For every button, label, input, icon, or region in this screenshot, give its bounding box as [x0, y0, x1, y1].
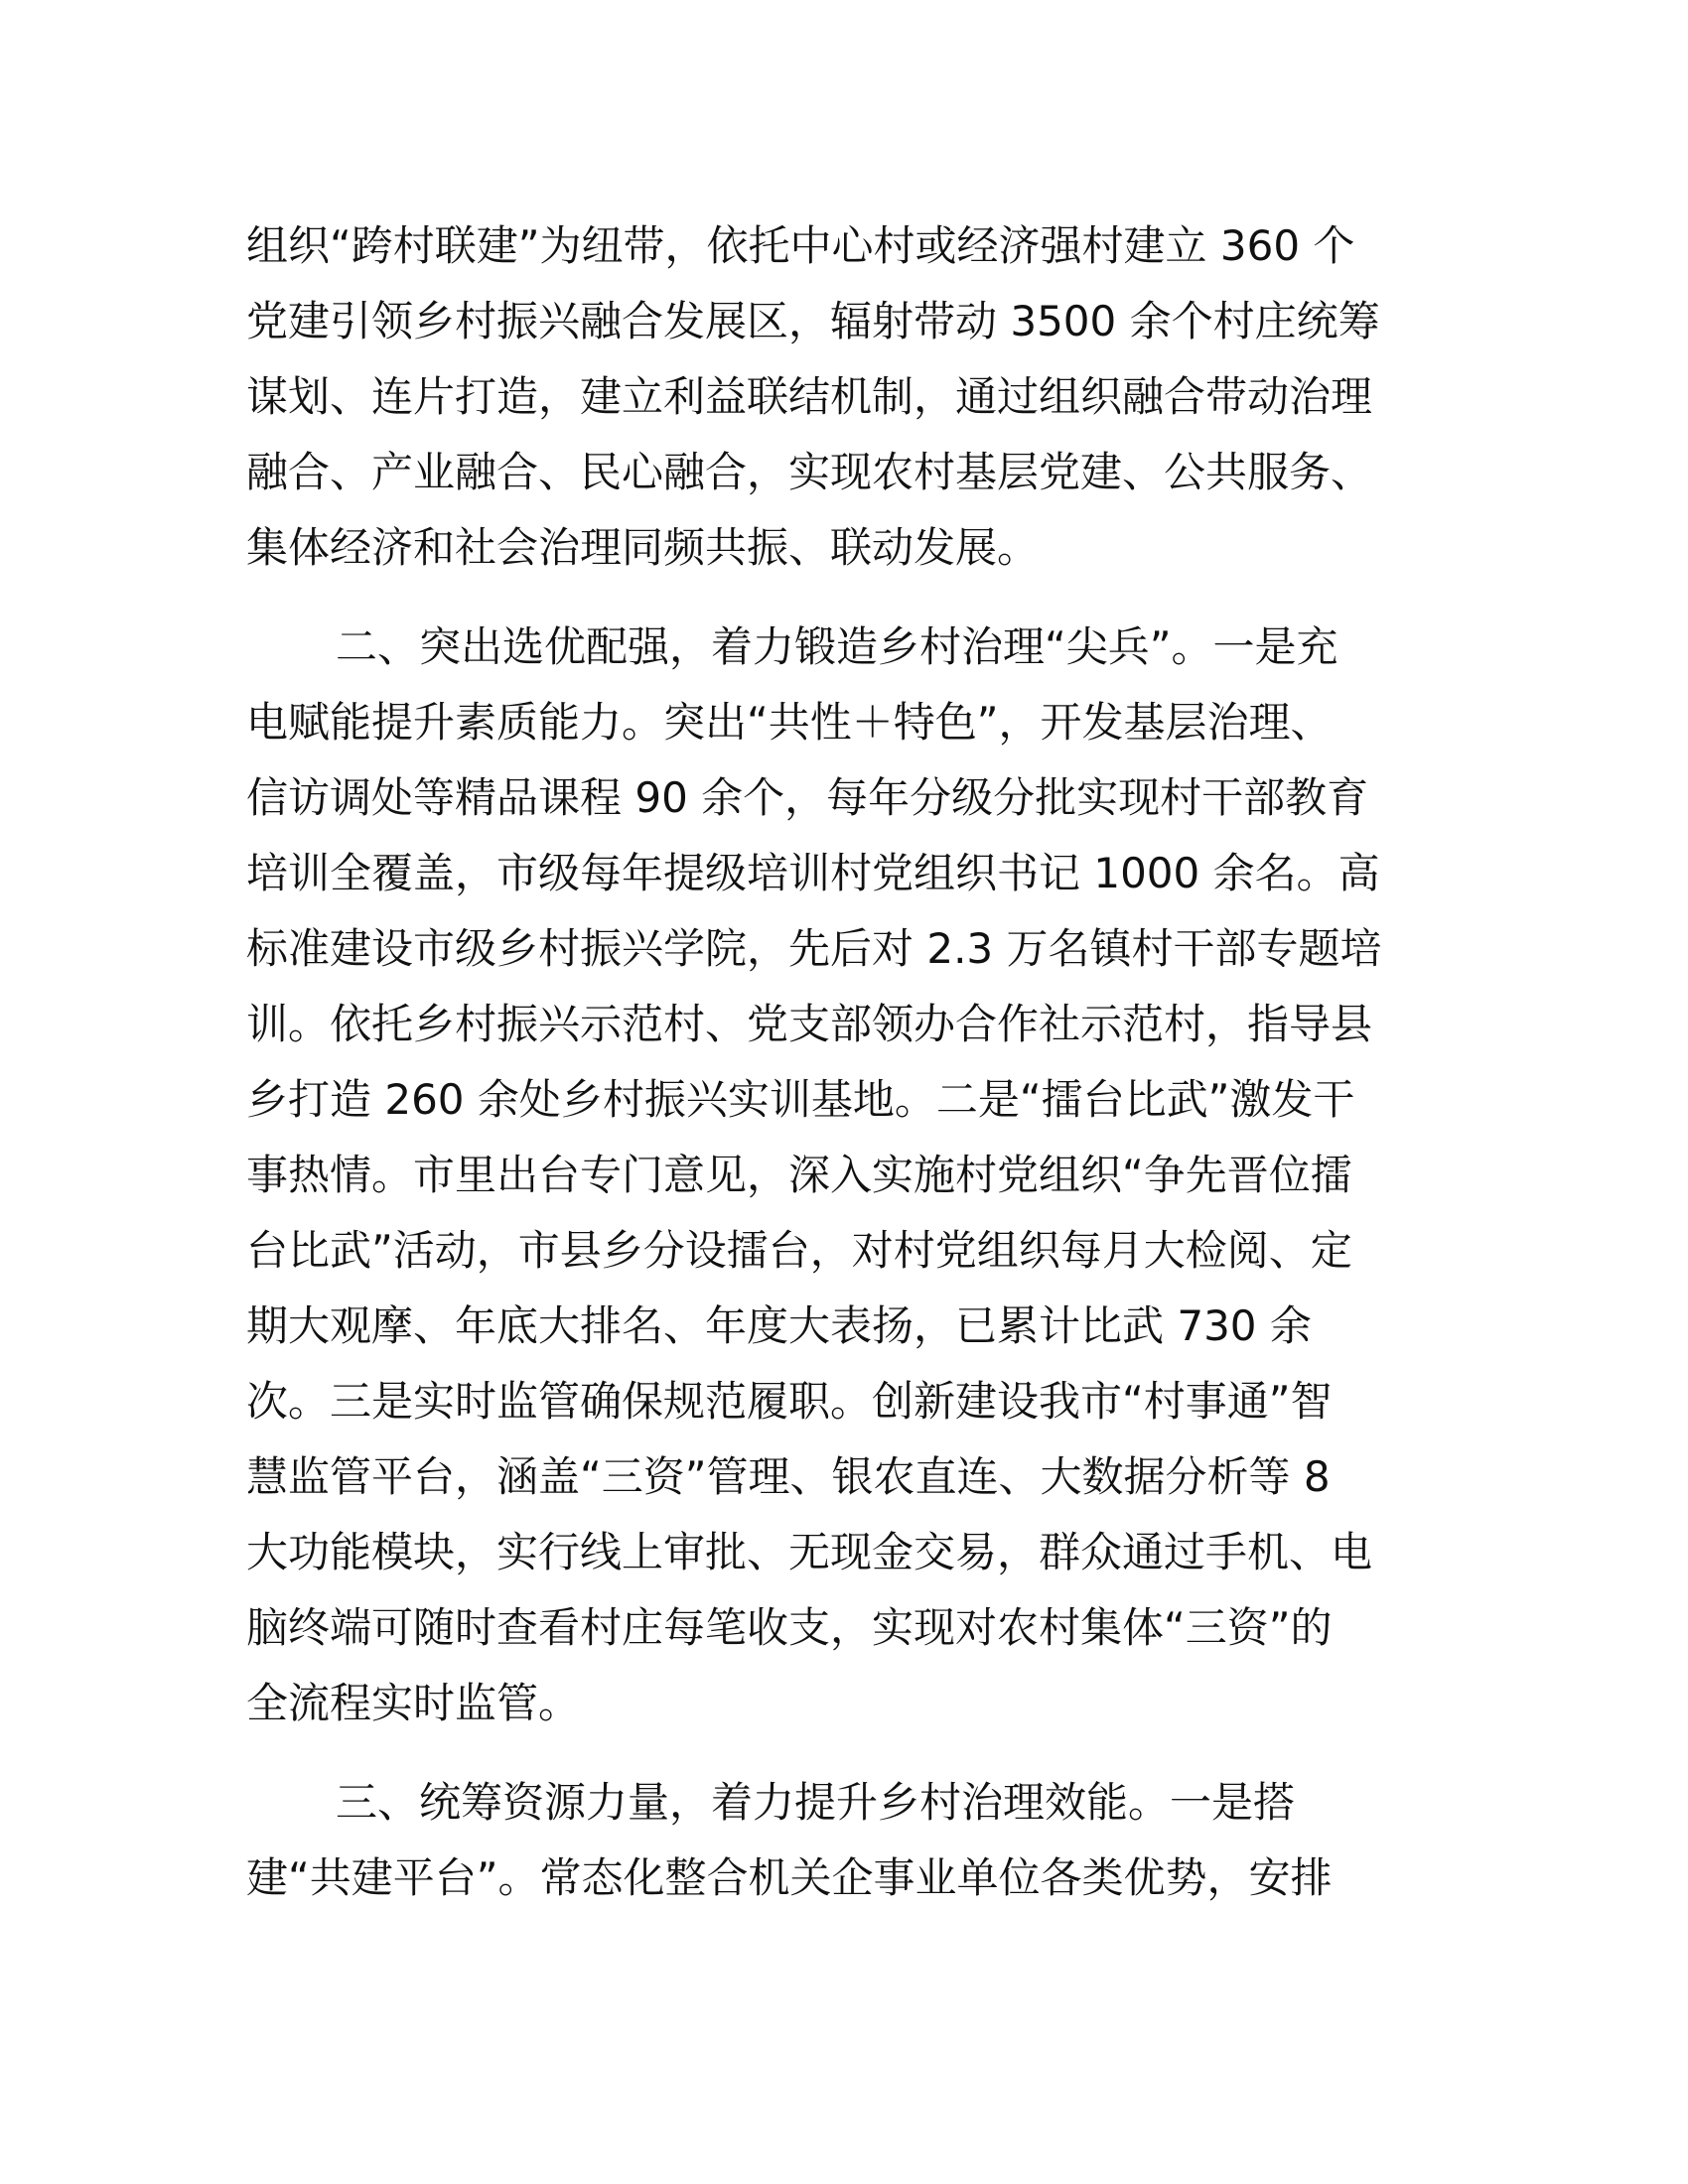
- paragraph-line: 标准建设市级乡村振兴学院，先后对 2.3 万名镇村干部专题培: [246, 924, 1382, 973]
- paragraph-line: 次。三是实时监管确保规范履职。创新建设我市“村事通”智: [246, 1377, 1333, 1426]
- paragraph-line: 谋划、连片打造，建立利益联结机制，通过组织融合带动治理: [246, 372, 1373, 421]
- paragraph-line: 集体经济和社会治理同频共振、联动发展。: [246, 523, 1040, 572]
- paragraph-line: 慧监管平台，涵盖“三资”管理、银农直连、大数据分析等 8: [246, 1452, 1331, 1501]
- paragraph-2: [246, 610, 1438, 1741]
- paragraph-line: 建“共建平台”。常态化整合机关企事业单位各类优势，安排: [246, 1853, 1333, 1902]
- paragraph-line: 组织“跨村联建”为纽带，依托中心村或经济强村建立 360 个: [246, 221, 1355, 270]
- paragraph-line: 期大观摩、年底大排名、年度大表扬，已累计比武 730 余: [246, 1301, 1312, 1350]
- paragraph-line: 党建引领乡村振兴融合发展区，辐射带动 3500 余个村庄统筹: [246, 297, 1380, 345]
- paragraph-line: 培训全覆盖，市级每年提级培训村党组织书记 1000 余名。高: [246, 849, 1380, 897]
- paragraph-line: 训。依托乡村振兴示范村、党支部领办合作社示范村，指导县: [246, 1000, 1373, 1048]
- paragraph-3: [246, 1765, 1438, 1916]
- paragraph-line: 乡打造 260 余处乡村振兴实训基地。二是“擂台比武”激发干: [246, 1075, 1355, 1124]
- paragraph-line: 三、统筹资源力量，着力提升乡村治理效能。一是搭: [336, 1778, 1296, 1827]
- paragraph-line: 二、突出选优配强，着力锻造乡村治理“尖兵”。一是充: [336, 622, 1338, 671]
- paragraph-line: 大功能模块，实行线上审批、无现金交易，群众通过手机、电: [246, 1528, 1373, 1576]
- paragraph-line: 台比武”活动，市县乡分设擂台，对村党组织每月大检阅、定: [246, 1226, 1352, 1275]
- document-body: [246, 208, 1438, 1940]
- paragraph-line: 脑终端可随时查看村庄每笔收支，实现对农村集体“三资”的: [246, 1603, 1333, 1652]
- paragraph-line: 电赋能提升素质能力。突出“共性＋特色”，开发基层治理、: [246, 698, 1333, 747]
- paragraph-line: 全流程实时监管。: [246, 1679, 581, 1727]
- paragraph-1: [246, 208, 1438, 586]
- paragraph-line: 信访调处等精品课程 90 余个，每年分级分批实现村干部教育: [246, 773, 1369, 822]
- paragraph-line: 融合、产业融合、民心融合，实现农村基层党建、公共服务、: [246, 448, 1373, 496]
- paragraph-line: 事热情。市里出台专门意见，深入实施村党组织“争先晋位擂: [246, 1151, 1352, 1199]
